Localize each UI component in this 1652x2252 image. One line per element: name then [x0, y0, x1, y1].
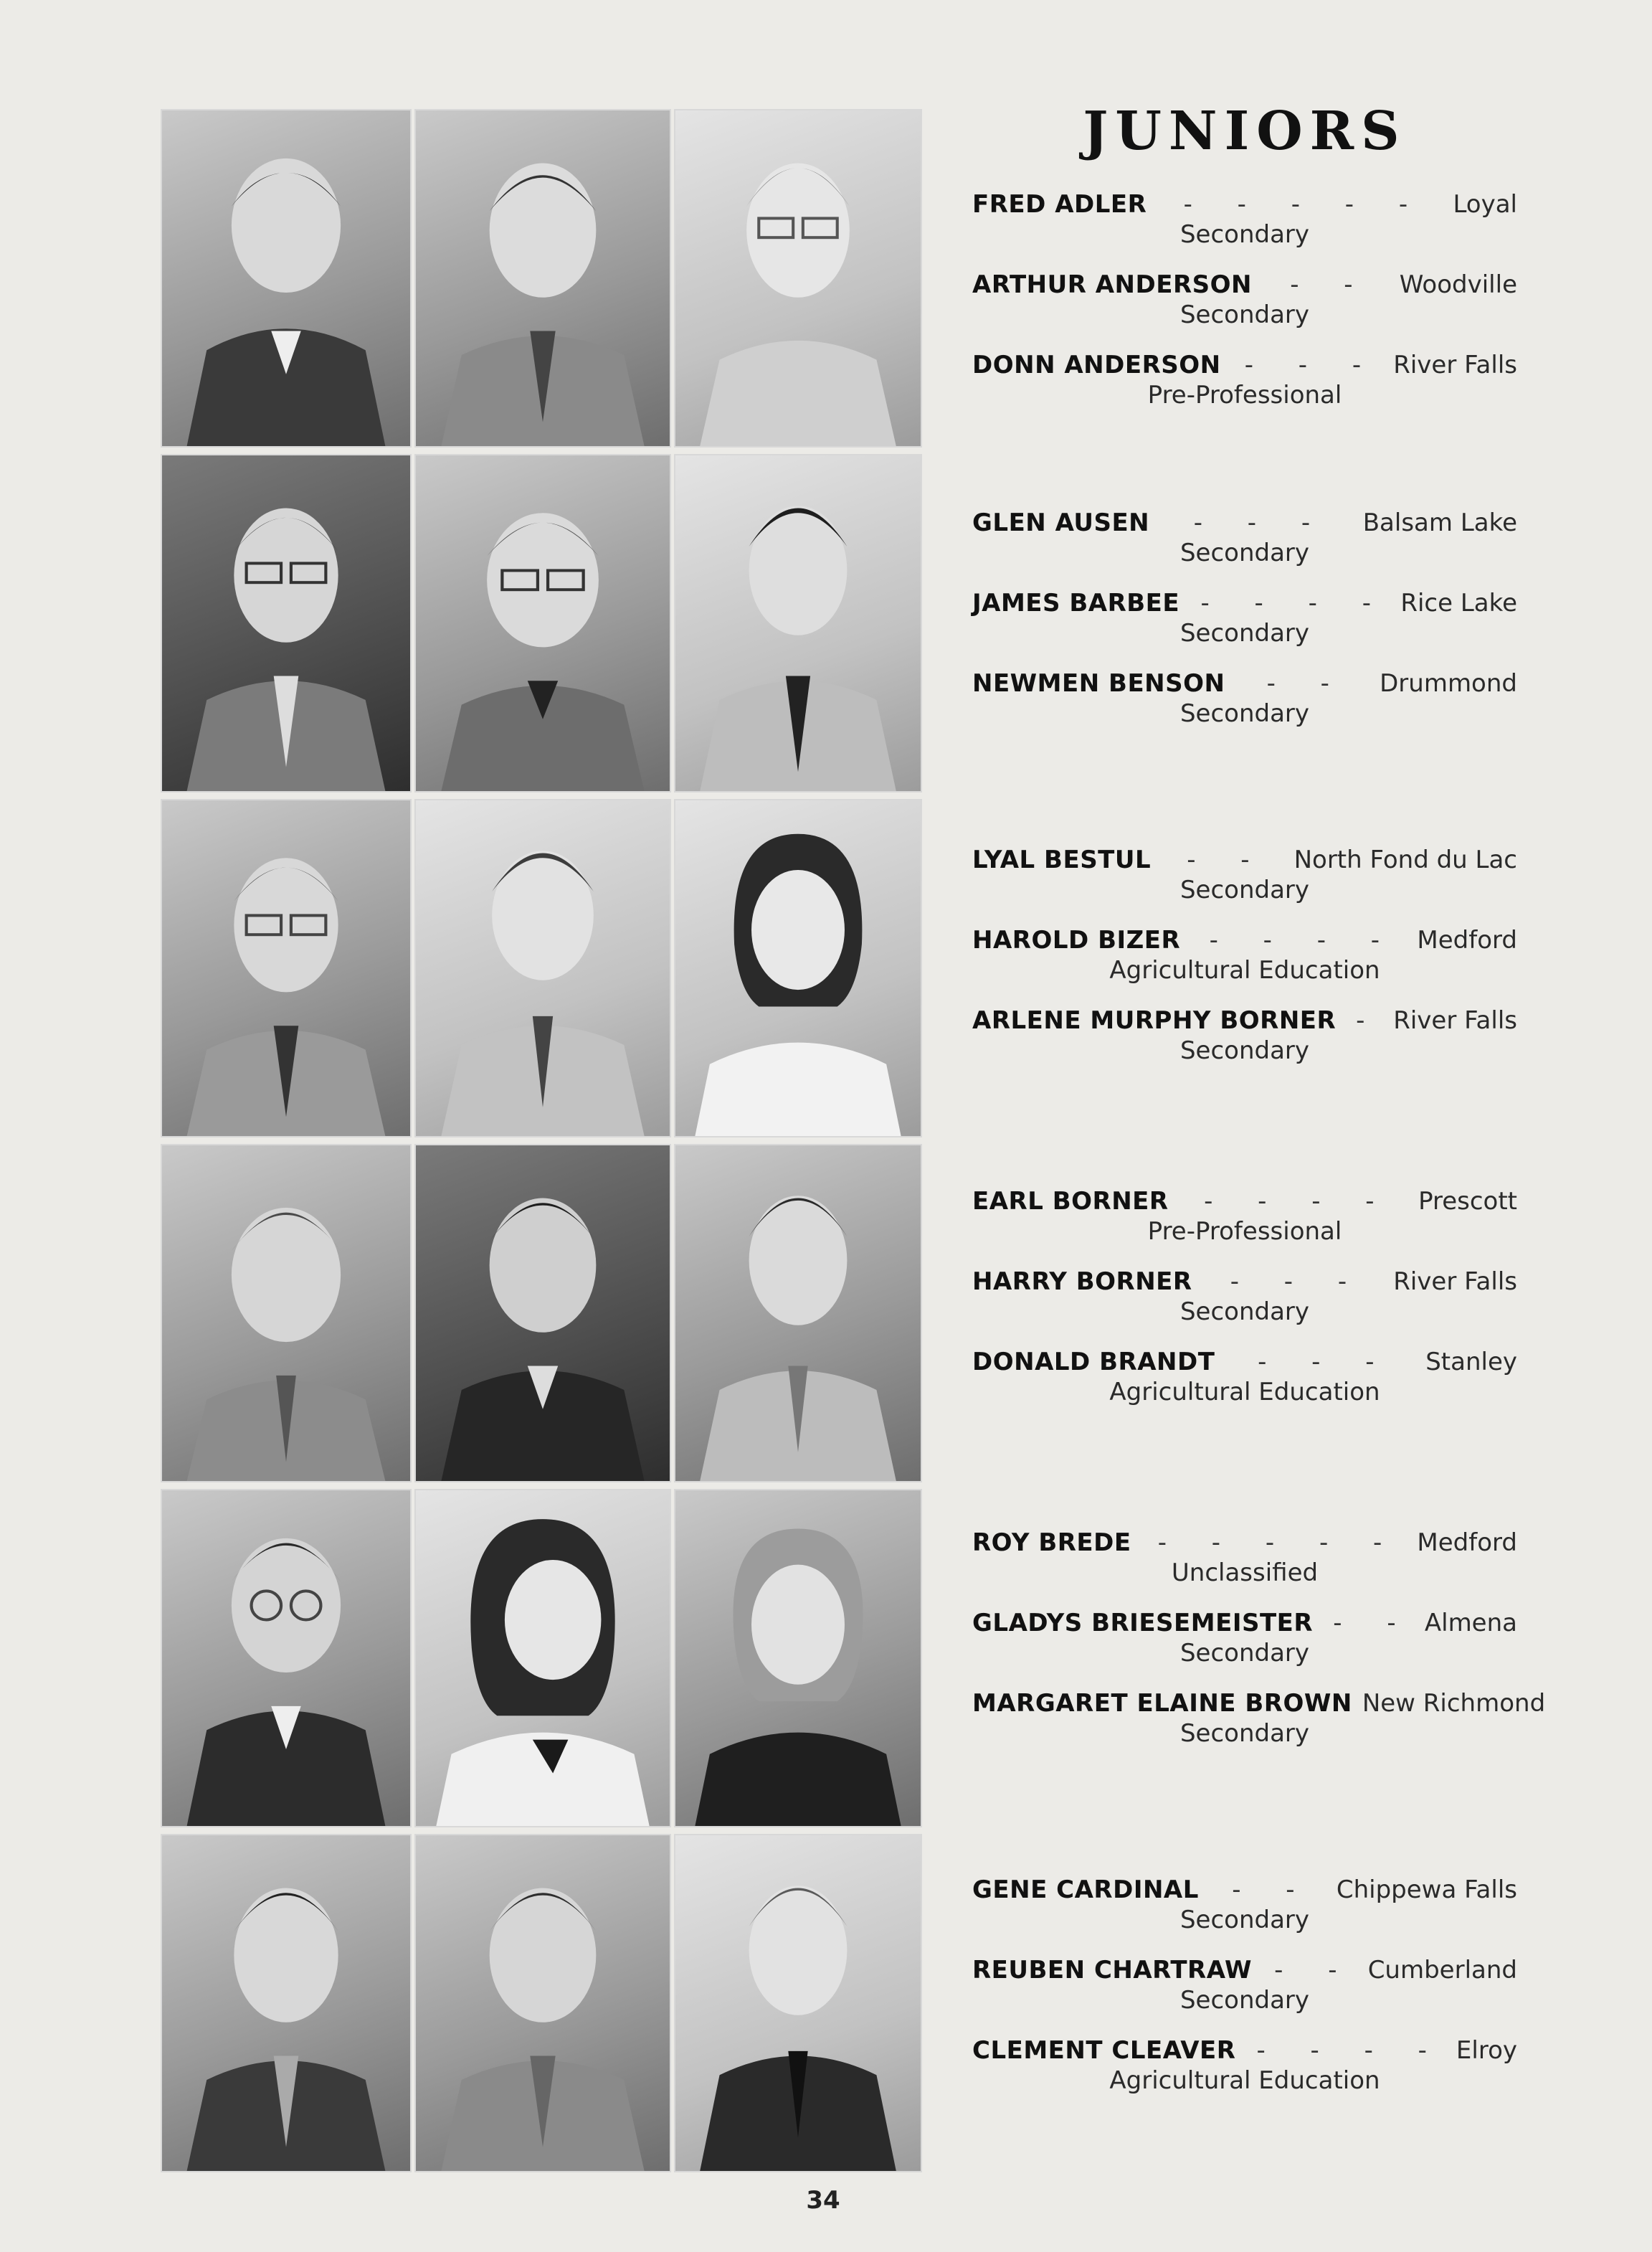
student-group — [972, 505, 1517, 746]
portrait-photo — [161, 1834, 412, 2172]
student-hometown: Rice Lake — [1400, 589, 1517, 618]
portrait-photo — [414, 1489, 671, 1827]
leader-dashes: - - - - - — [1183, 190, 1427, 219]
student-entry — [972, 1872, 1517, 1952]
student-department: Agricultural Education — [1109, 1378, 1380, 1406]
leader-dashes: - - — [1333, 1609, 1415, 1637]
student-group — [972, 1525, 1546, 1766]
leader-dashes: - - — [1274, 1956, 1356, 1984]
student-hometown: Chippewa Falls — [1336, 1875, 1517, 1904]
student-name: ARLENE MURPHY BORNER — [972, 1006, 1337, 1035]
student-entry — [972, 1264, 1517, 1344]
portrait-photo — [161, 1489, 412, 1827]
student-entry — [972, 1952, 1517, 2033]
student-hometown: Drummond — [1380, 669, 1517, 698]
student-entry — [972, 1344, 1517, 1424]
leader-dashes: - - — [1232, 1875, 1314, 1904]
student-department: Secondary — [1179, 619, 1310, 648]
student-entry — [972, 842, 1517, 922]
student-hometown: Balsam Lake — [1362, 508, 1517, 537]
leader-dashes: - - - — [1193, 508, 1329, 537]
leader-dashes: - - - - — [1256, 2036, 1446, 2065]
student-entry — [972, 1525, 1517, 1605]
student-entry — [972, 505, 1517, 585]
leader-dashes: - - - - — [1200, 589, 1390, 618]
student-department: Agricultural Education — [1109, 956, 1380, 985]
student-group — [972, 186, 1517, 427]
student-name: GLEN AUSEN — [972, 508, 1150, 537]
student-department: Secondary — [1179, 1639, 1310, 1667]
student-entry — [972, 267, 1517, 347]
leader-dashes: - - — [1187, 846, 1268, 874]
student-department: Secondary — [1179, 301, 1310, 329]
student-name: FRED ADLER — [972, 190, 1147, 219]
student-department: Secondary — [1179, 1719, 1310, 1748]
student-hometown: Cumberland — [1367, 1956, 1517, 1984]
portrait-photo — [161, 799, 412, 1137]
student-department: Secondary — [1179, 1297, 1310, 1326]
student-name: DONALD BRANDT — [972, 1348, 1215, 1376]
student-department: Unclassified — [1171, 1558, 1319, 1587]
student-name: HAROLD BIZER — [972, 926, 1181, 955]
portrait-grid — [161, 109, 922, 2175]
portrait-photo — [414, 1834, 671, 2172]
student-hometown: Medford — [1417, 1528, 1517, 1557]
portrait-photo — [161, 109, 412, 448]
portrait-photo — [674, 1834, 922, 2172]
student-entry — [972, 347, 1517, 427]
portrait-photo — [414, 1144, 671, 1482]
student-department: Secondary — [1179, 220, 1310, 249]
leader-dashes: - — [1356, 1006, 1384, 1035]
student-entry — [972, 922, 1517, 1003]
portrait-photo — [674, 1489, 922, 1827]
portrait-photo — [674, 799, 922, 1137]
student-name: CLEMENT CLEAVER — [972, 2036, 1236, 2065]
student-entry — [972, 1003, 1517, 1083]
leader-dashes: - - - — [1244, 351, 1380, 379]
student-hometown: North Fond du Lac — [1293, 846, 1517, 874]
leader-dashes: - - — [1266, 669, 1348, 698]
portrait-photo — [414, 799, 671, 1137]
student-group — [972, 842, 1517, 1083]
page-heading: JUNIORS — [1083, 100, 1407, 162]
student-name: REUBEN CHARTRAW — [972, 1956, 1252, 1984]
student-entry — [972, 666, 1517, 746]
student-hometown: River Falls — [1393, 1267, 1517, 1296]
student-hometown: Prescott — [1418, 1187, 1517, 1216]
student-department: Pre-Professional — [1147, 381, 1342, 410]
student-department: Agricultural Education — [1109, 2066, 1380, 2095]
student-name: LYAL BESTUL — [972, 846, 1152, 874]
student-department: Secondary — [1179, 876, 1310, 904]
student-hometown: Woodville — [1399, 270, 1517, 299]
leader-dashes: - - — [1290, 270, 1372, 299]
leader-dashes: - - - - — [1209, 926, 1399, 955]
leader-dashes: - - - - — [1204, 1187, 1393, 1216]
student-group — [972, 1183, 1517, 1424]
portrait-photo — [161, 1144, 412, 1482]
student-hometown: River Falls — [1393, 1006, 1517, 1035]
leader-dashes: - - - — [1230, 1267, 1366, 1296]
student-hometown: Elroy — [1456, 2036, 1517, 2065]
student-hometown: Loyal — [1453, 190, 1517, 219]
student-name: ARTHUR ANDERSON — [972, 270, 1252, 299]
student-group — [972, 1872, 1517, 2113]
student-hometown: Almena — [1424, 1609, 1517, 1637]
student-entry — [972, 2033, 1517, 2113]
portrait-photo — [161, 454, 412, 793]
student-department: Secondary — [1179, 1906, 1310, 1934]
student-name: GLADYS BRIESEMEISTER — [972, 1609, 1314, 1637]
student-department: Secondary — [1179, 699, 1310, 728]
student-hometown: Stanley — [1425, 1348, 1517, 1376]
student-department: Pre-Professional — [1147, 1217, 1342, 1246]
student-name: EARL BORNER — [972, 1187, 1169, 1216]
student-department: Secondary — [1179, 539, 1310, 567]
portrait-photo — [414, 454, 671, 793]
student-name: JAMES BARBEE — [972, 589, 1180, 618]
student-department: Secondary — [1179, 1986, 1310, 2015]
page-number: 34 — [806, 2186, 840, 2215]
leader-dashes: - - - — [1258, 1348, 1393, 1376]
portrait-photo — [674, 1144, 922, 1482]
leader-dashes: - - - - - — [1157, 1528, 1401, 1557]
student-entry — [972, 186, 1517, 267]
student-hometown: Medford — [1417, 926, 1517, 955]
student-entry — [972, 585, 1517, 666]
student-hometown: River Falls — [1393, 351, 1517, 379]
student-name: DONN ANDERSON — [972, 351, 1221, 379]
portrait-photo — [674, 454, 922, 793]
student-entry — [972, 1605, 1517, 1685]
portrait-photo — [414, 109, 671, 448]
student-name: NEWMEN BENSON — [972, 669, 1225, 698]
student-name: GENE CARDINAL — [972, 1875, 1199, 1904]
student-hometown: New Richmond — [1362, 1689, 1546, 1718]
student-name: HARRY BORNER — [972, 1267, 1192, 1296]
student-name: ROY BREDE — [972, 1528, 1131, 1557]
portrait-photo — [674, 109, 922, 448]
student-entry — [972, 1183, 1517, 1264]
student-department: Secondary — [1179, 1036, 1310, 1065]
student-entry — [972, 1685, 1546, 1766]
student-name: MARGARET ELAINE BROWN — [972, 1689, 1352, 1718]
